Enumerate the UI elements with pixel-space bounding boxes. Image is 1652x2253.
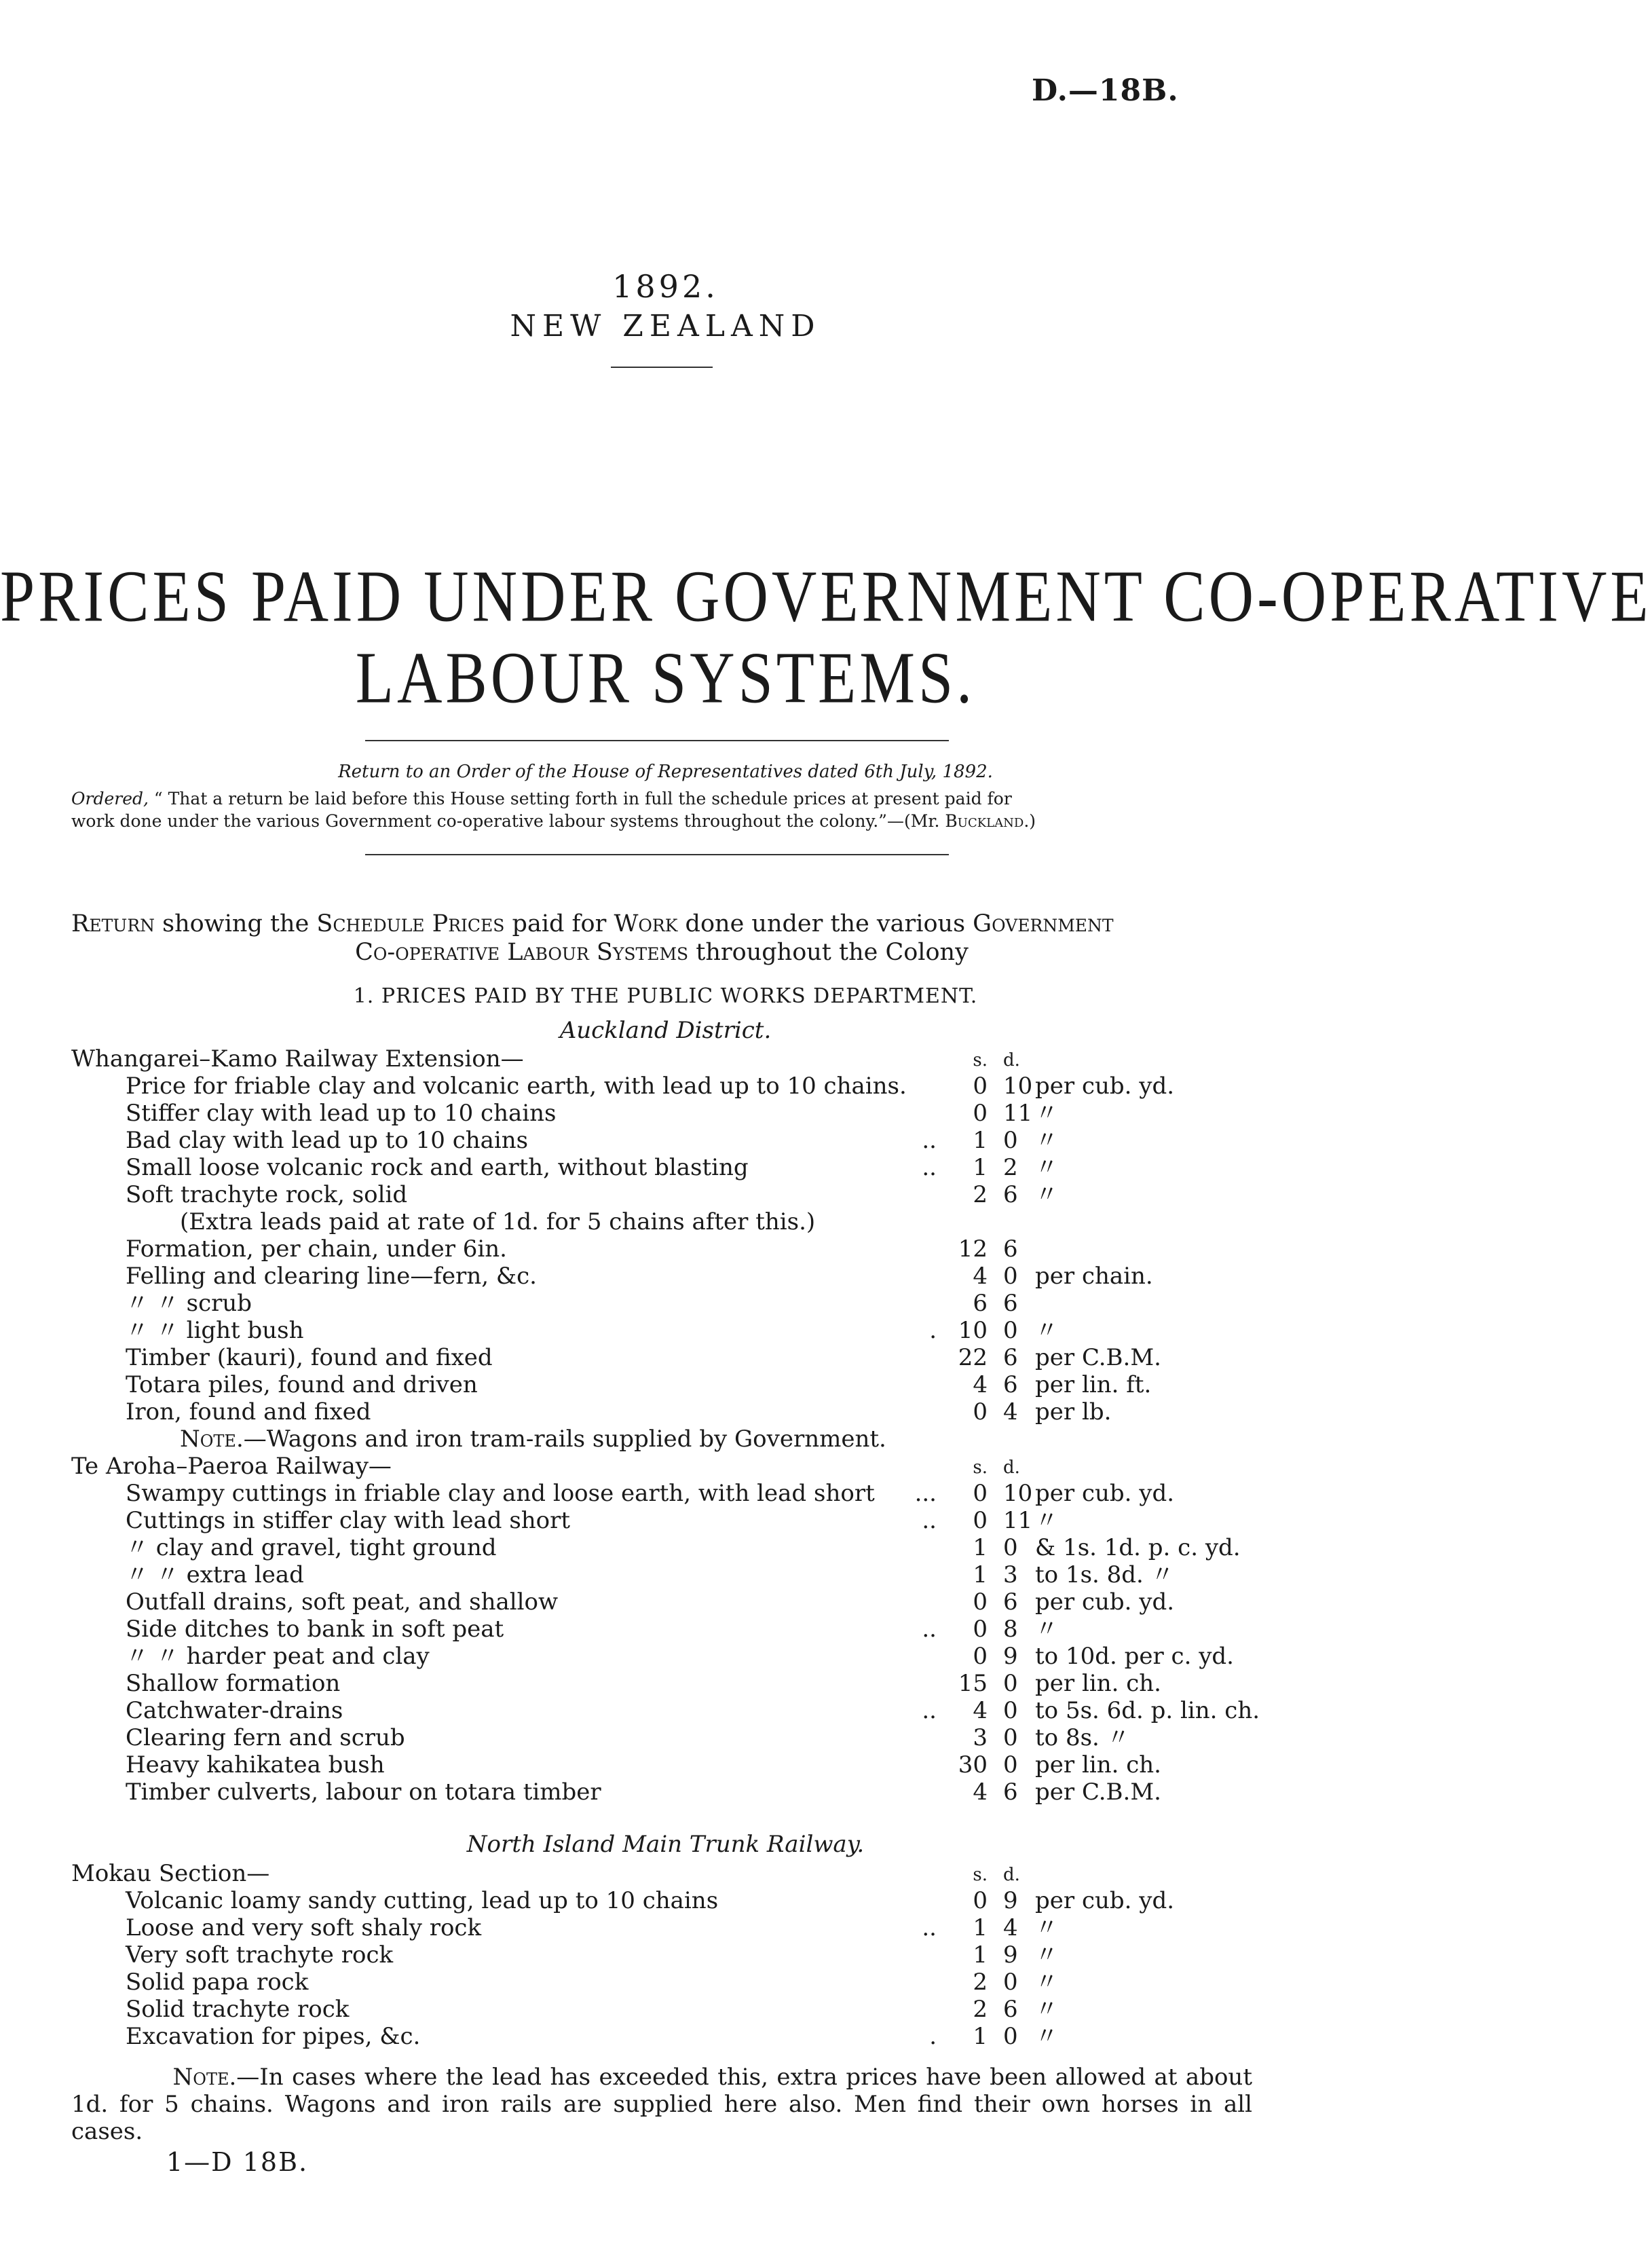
heading-text: done under the various	[677, 910, 973, 937]
schedule-row	[0, 1344, 1331, 1371]
schedule-row	[0, 1507, 1331, 1534]
pence-value: 6	[1003, 1588, 1018, 1616]
item-label: Heavy kahikatea bush	[126, 1751, 385, 1779]
document-year: 1892.	[612, 268, 719, 305]
pence-header: d.	[1003, 1865, 1020, 1885]
unit-label: to 5s. 6d. p. lin. ch.	[1035, 1697, 1260, 1724]
item-label: Catchwater-drains	[126, 1697, 343, 1724]
page-footer: 1—D 18B.	[166, 2147, 309, 2177]
item-label: Shallow formation	[126, 1670, 341, 1697]
leader-dots: ..	[922, 1154, 937, 1181]
schedule-row	[0, 1263, 1331, 1290]
unit-label: per C.B.M.	[1035, 1779, 1161, 1806]
pence-value: 2	[1003, 1154, 1018, 1181]
leader-dots: .	[929, 2023, 937, 2050]
pence-value: 0	[1003, 1670, 1018, 1697]
shillings-value: 1	[973, 1534, 988, 1561]
ordered-text-2: work done under the various Government co-operative labour systems throughout the colony.”—(Mr.	[71, 811, 945, 831]
item-label: Excavation for pipes, &c.	[126, 2023, 421, 2050]
schedule-row	[0, 1181, 1331, 1208]
shillings-value: 1	[973, 1127, 988, 1154]
unit-label: per lin. ft.	[1035, 1371, 1152, 1398]
heading-text: paid for	[504, 910, 614, 937]
pence-value: 0	[1003, 1263, 1018, 1290]
mokau-note	[71, 2064, 1252, 2145]
pence-value: 6	[1003, 1235, 1018, 1263]
pence-value: 4	[1003, 1914, 1018, 1941]
shillings-value: 0	[973, 1643, 988, 1670]
item-label: (Extra leads paid at rate of 1d. for 5 chains after this.)	[180, 1208, 816, 1235]
shillings-header: s.	[973, 1050, 988, 1070]
document-reference: D.—18B.	[1032, 73, 1179, 108]
schedule-row	[0, 1398, 1331, 1426]
pence-value: 11	[1003, 1100, 1033, 1127]
shillings-value: 2	[973, 1996, 988, 2023]
item-label: Swampy cuttings in friable clay and loose earth, with lead short	[126, 1480, 875, 1507]
shillings-header: s.	[973, 1865, 988, 1885]
pence-value: 10	[1003, 1480, 1033, 1507]
schedule-row	[0, 1208, 1331, 1235]
district-heading-north-island: North Island Main Trunk Railway.	[466, 1831, 865, 1858]
unit-label: per cub. yd.	[1035, 1073, 1175, 1100]
sd-header	[0, 1047, 1331, 1074]
unit-label: 〃	[1035, 1154, 1058, 1181]
heading-word: Co-operative Labour Systems	[355, 939, 689, 966]
unit-label: 〃	[1035, 1100, 1058, 1127]
pence-header: d.	[1003, 1050, 1020, 1070]
schedule-row	[0, 1969, 1331, 1996]
leader-dots: ...	[914, 1480, 937, 1507]
schedule-row	[0, 1290, 1331, 1317]
schedule-row	[0, 1127, 1331, 1154]
item-label: Solid papa rock	[126, 1969, 309, 1996]
shillings-value: 0	[973, 1616, 988, 1643]
schedule-row	[0, 1779, 1331, 1806]
heading-word: Government	[973, 910, 1114, 937]
schedule-row	[0, 1670, 1331, 1697]
schedule-row	[0, 1724, 1331, 1751]
page-title-line-2: LABOUR SYSTEMS.	[355, 636, 976, 719]
unit-label: 〃	[1035, 1914, 1058, 1941]
section-heading: 1. PRICES PAID BY THE PUBLIC WORKS DEPARTMENT.	[353, 984, 978, 1008]
sd-header	[0, 1454, 1331, 1481]
shillings-value: 0	[973, 1507, 988, 1534]
item-label: Solid trachyte rock	[126, 1996, 350, 2023]
schedule-row	[0, 1914, 1331, 1941]
ordered-text-1: “ That a return be laid before this House setting forth in full the schedule prices at present paid for	[153, 789, 1012, 808]
shillings-value: 1	[973, 1941, 988, 1969]
item-label: 〃 〃 extra lead	[126, 1561, 304, 1588]
leader-dots: .	[929, 1317, 937, 1344]
line-heading: Whangarei–Kamo Railway Extension—	[71, 1045, 524, 1073]
unit-label: 〃	[1035, 1996, 1058, 2023]
divider	[611, 367, 713, 368]
pence-value: 0	[1003, 1724, 1018, 1751]
item-label: Timber (kauri), found and fixed	[126, 1344, 493, 1371]
schedule-row	[0, 1100, 1331, 1127]
shillings-value: 0	[973, 1398, 988, 1426]
unit-label: & 1s. 1d. p. c. yd.	[1035, 1534, 1241, 1561]
pence-value: 4	[1003, 1398, 1018, 1426]
leader-dots: ..	[922, 1914, 937, 1941]
item-label: Felling and clearing line—fern, &c.	[126, 1263, 537, 1290]
pence-value: 6	[1003, 1344, 1018, 1371]
schedule-row	[0, 1941, 1331, 1969]
pence-value: 0	[1003, 1317, 1018, 1344]
unit-label: to 8s. 〃	[1035, 1724, 1130, 1751]
item-label: Cuttings in stiffer clay with lead short	[126, 1507, 571, 1534]
shillings-value: 1	[973, 1914, 988, 1941]
item-label: Small loose volcanic rock and earth, without blasting	[126, 1154, 749, 1181]
ordered-label: Ordered,	[71, 789, 149, 808]
shillings-value: 6	[973, 1290, 988, 1317]
item-label: Clearing fern and scrub	[126, 1724, 405, 1751]
pence-value: 0	[1003, 2023, 1018, 2050]
item-label: Stiffer clay with lead up to 10 chains	[126, 1100, 557, 1127]
pence-value: 6	[1003, 1779, 1018, 1806]
item-label: Iron, found and fixed	[126, 1398, 371, 1426]
shillings-value: 4	[973, 1697, 988, 1724]
unit-label: per lb.	[1035, 1398, 1112, 1426]
item-label: Soft trachyte rock, solid	[126, 1181, 408, 1208]
unit-label: 〃	[1035, 1317, 1058, 1344]
unit-label: per C.B.M.	[1035, 1344, 1161, 1371]
note-text: —In cases where the lead has exceeded this, extra prices have been allowed at about 1d. for 5 chains. Wagons and iron rails are supplied here also. Men find their own horses in all cases.	[71, 2064, 1252, 2145]
pence-value: 8	[1003, 1616, 1018, 1643]
unit-label: 〃	[1035, 1127, 1058, 1154]
item-label: 〃 clay and gravel, tight ground	[126, 1534, 497, 1561]
schedule-row	[0, 1751, 1331, 1779]
item-label: Formation, per chain, under 6in.	[126, 1235, 507, 1263]
unit-label: 〃	[1035, 1969, 1058, 1996]
unit-label: per cub. yd.	[1035, 1887, 1175, 1914]
item-label: Side ditches to bank in soft peat	[126, 1616, 504, 1643]
shillings-value: 1	[973, 1561, 988, 1588]
schedule-row	[0, 1561, 1331, 1588]
pence-value: 0	[1003, 1751, 1018, 1779]
item-label: Totara piles, found and driven	[126, 1371, 478, 1398]
shillings-value: 4	[973, 1371, 988, 1398]
schedule-row	[0, 2023, 1331, 2050]
shillings-value: 0	[973, 1588, 988, 1616]
unit-label: to 1s. 8d. 〃	[1035, 1561, 1174, 1588]
return-order-line: Return to an Order of the House of Representatives dated 6th July, 1892.	[338, 762, 993, 782]
heading-word: Schedule Prices	[316, 910, 505, 937]
heading-text: showing the	[155, 910, 317, 937]
schedule-row	[0, 1534, 1331, 1561]
item-label: 〃 〃 scrub	[126, 1290, 252, 1317]
shillings-header: s.	[973, 1457, 988, 1478]
unit-label: per cub. yd.	[1035, 1480, 1175, 1507]
shillings-value: 30	[958, 1751, 988, 1779]
heading-word: Work	[614, 910, 678, 937]
page-title-line-1: PRICES PAID UNDER GOVERNMENT CO-OPERATIVE	[0, 555, 1652, 637]
shillings-value: 10	[958, 1317, 988, 1344]
unit-label: 〃	[1035, 1616, 1058, 1643]
shillings-value: 2	[973, 1181, 988, 1208]
pence-value: 9	[1003, 1643, 1018, 1670]
pence-value: 10	[1003, 1073, 1033, 1100]
note-text: —Wagons and iron tram-rails supplied by Government.	[243, 1426, 886, 1453]
item-label: Bad clay with lead up to 10 chains	[126, 1127, 529, 1154]
shillings-value: 4	[973, 1263, 988, 1290]
pence-value: 0	[1003, 1534, 1018, 1561]
unit-label: 〃	[1035, 1507, 1058, 1534]
pence-value: 0	[1003, 1127, 1018, 1154]
shillings-value: 22	[958, 1344, 988, 1371]
schedule-row	[0, 1616, 1331, 1643]
pence-header: d.	[1003, 1457, 1020, 1478]
schedule-row	[0, 1073, 1331, 1100]
shillings-value: 1	[973, 1154, 988, 1181]
item-label: Volcanic loamy sandy cutting, lead up to 10 chains	[126, 1887, 719, 1914]
unit-label: per cub. yd.	[1035, 1588, 1175, 1616]
unit-label: 〃	[1035, 1941, 1058, 1969]
shillings-value: 4	[973, 1779, 988, 1806]
ordered-end: .)	[1024, 811, 1036, 831]
pence-value: 11	[1003, 1507, 1033, 1534]
pence-value: 3	[1003, 1561, 1018, 1588]
country-heading: NEW ZEALAND	[510, 309, 821, 343]
line-heading: Te Aroha–Paeroa Railway—	[71, 1453, 392, 1480]
pence-value: 6	[1003, 1996, 1018, 2023]
unit-label: per chain.	[1035, 1263, 1153, 1290]
pence-value: 6	[1003, 1290, 1018, 1317]
note-label: Note.	[172, 2064, 237, 2091]
shillings-value: 2	[973, 1969, 988, 1996]
item-label: Outfall drains, soft peat, and shallow	[126, 1588, 559, 1616]
shillings-value: 15	[958, 1670, 988, 1697]
item-label: Timber culverts, labour on totara timber	[126, 1779, 601, 1806]
heading-word: Return	[71, 910, 155, 937]
item-label: Very soft trachyte rock	[126, 1941, 394, 1969]
leader-dots: ..	[922, 1507, 937, 1534]
shillings-value: 0	[973, 1887, 988, 1914]
heading-text: throughout the Colony	[688, 939, 969, 966]
pence-value: 0	[1003, 1697, 1018, 1724]
shillings-value: 1	[973, 2023, 988, 2050]
shillings-value: 0	[973, 1480, 988, 1507]
shillings-value: 3	[973, 1724, 988, 1751]
unit-label: per lin. ch.	[1035, 1670, 1161, 1697]
shillings-value: 0	[973, 1100, 988, 1127]
schedule-row	[0, 1697, 1331, 1724]
leader-dots: ..	[922, 1697, 937, 1724]
divider	[365, 740, 949, 741]
leader-dots: ..	[922, 1616, 937, 1643]
district-heading-auckland: Auckland District.	[559, 1017, 772, 1044]
pence-value: 6	[1003, 1181, 1018, 1208]
return-heading	[71, 910, 1252, 967]
schedule-row	[0, 1154, 1331, 1181]
whangarei-note	[0, 1426, 1331, 1453]
item-label: 〃 〃 light bush	[126, 1317, 304, 1344]
line-heading: Mokau Section—	[71, 1860, 270, 1887]
schedule-row	[0, 1235, 1331, 1263]
item-label: Price for friable clay and volcanic earth, with lead up to 10 chains.	[126, 1073, 907, 1100]
schedule-row	[0, 1480, 1331, 1507]
item-label: 〃 〃 harder peat and clay	[126, 1643, 430, 1670]
pence-value: 9	[1003, 1941, 1018, 1969]
schedule-row	[0, 1996, 1331, 2023]
unit-label: 〃	[1035, 2023, 1058, 2050]
unit-label: to 10d. per c. yd.	[1035, 1643, 1234, 1670]
pence-value: 0	[1003, 1969, 1018, 1996]
ordered-member: Buckland	[945, 811, 1024, 831]
pence-value: 9	[1003, 1887, 1018, 1914]
shillings-value: 0	[973, 1073, 988, 1100]
sd-header	[0, 1861, 1331, 1888]
leader-dots: ..	[922, 1127, 937, 1154]
unit-label: 〃	[1035, 1181, 1058, 1208]
schedule-row	[0, 1371, 1331, 1398]
schedule-row	[0, 1317, 1331, 1344]
shillings-value: 12	[958, 1235, 988, 1263]
ordered-paragraph	[71, 787, 1252, 832]
note-label: Note.	[180, 1426, 244, 1453]
divider	[365, 854, 949, 855]
schedule-row	[0, 1588, 1331, 1616]
pence-value: 6	[1003, 1371, 1018, 1398]
schedule-row	[0, 1887, 1331, 1914]
unit-label: per lin. ch.	[1035, 1751, 1161, 1779]
schedule-row	[0, 1643, 1331, 1670]
item-label: Loose and very soft shaly rock	[126, 1914, 482, 1941]
